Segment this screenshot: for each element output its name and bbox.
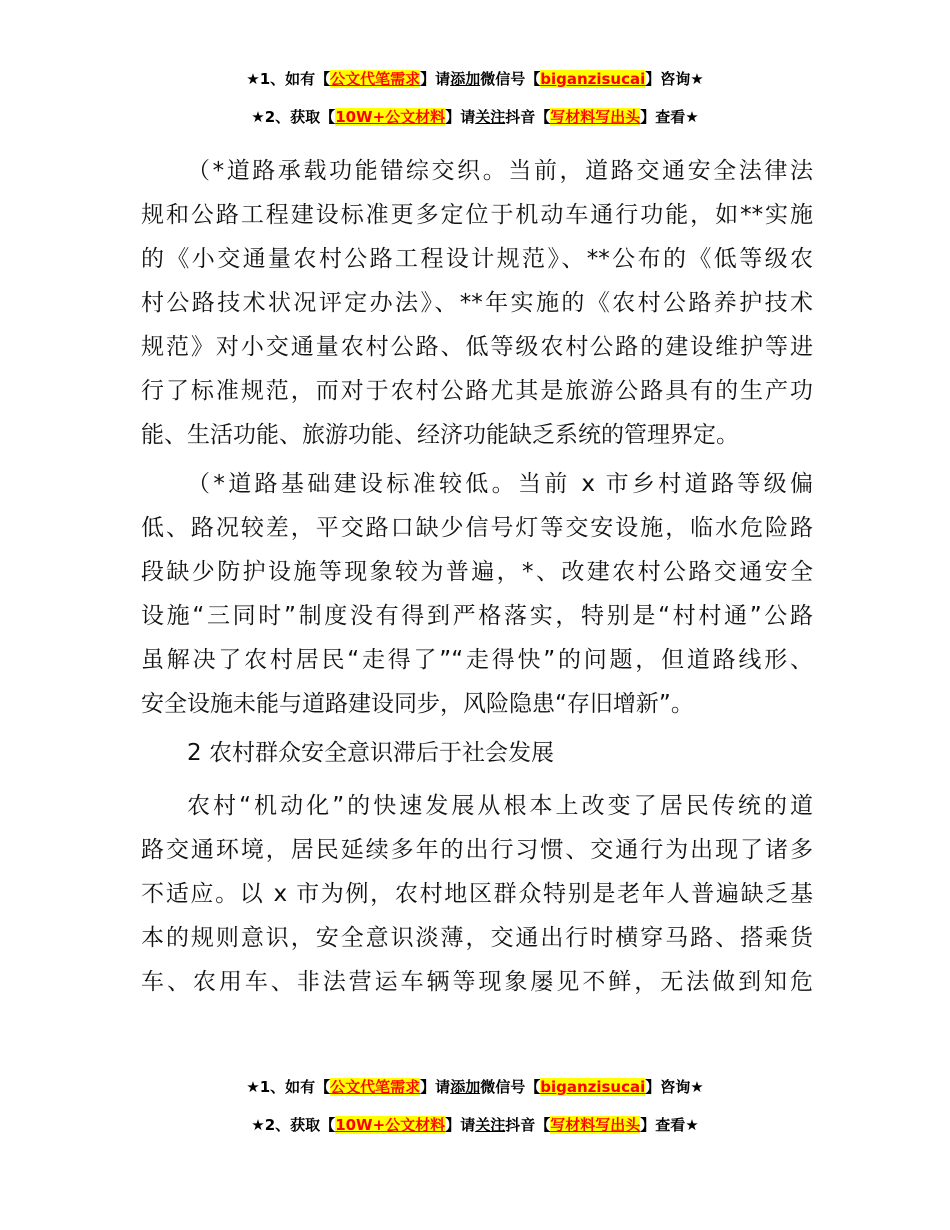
paragraph-safety-awareness [141, 784, 813, 1004]
banner-text: 】请 [420, 70, 451, 88]
section-heading-text: 2 农村群众安全意识滞后于社会发展 [187, 740, 554, 766]
paragraph-line: 车、农用车、非法营运车辆等现象屡见不鲜，无法做到知危 [141, 969, 813, 995]
section-heading [141, 731, 813, 775]
paragraph-line: （*道路承载功能错综交织。当前，道路交通安全法律法 [187, 158, 813, 184]
banner-emphasis: 关注 [475, 1116, 506, 1134]
paragraph-line: 村公路技术状况评定办法》、**年实施的《农村公路养护技术 [141, 290, 813, 316]
paragraph-line: 段缺少防护设施等现象较为普遍，*、改建农村公路交通安全 [141, 559, 813, 585]
footer-banner-line-2 [0, 1114, 950, 1136]
banner-highlight: biganzisucai [540, 1078, 646, 1096]
banner-text: 】查看★ [640, 108, 699, 126]
banner-text: 】咨询★ [645, 70, 704, 88]
banner-text: 】咨询★ [645, 1078, 704, 1096]
banner-emphasis: 关注 [475, 108, 506, 126]
paragraph-line: 虽解决了农村居民“走得了”“走得快”的问题，但道路线形、 [141, 647, 813, 673]
banner-text: 】请 [445, 1116, 476, 1134]
paragraph-line: 行了标准规范，而对于农村公路尤其是旅游公路具有的生产功 [141, 378, 813, 404]
paragraph-line: 安全设施未能与道路建设同步，风险隐患“存旧增新”。 [141, 691, 694, 717]
banner-emphasis: 添加 [450, 1078, 481, 1096]
banner-text: ★2、获取【 [251, 1116, 336, 1134]
header-banner-line-1 [0, 68, 950, 90]
paragraph-line: 规和公路工程建设标准更多定位于机动车通行功能，如**实施 [141, 202, 813, 228]
banner-text: 微信号【 [480, 1078, 541, 1096]
banner-highlight: 写材料写出头 [550, 108, 641, 126]
paragraph-line: 设施“三同时”制度没有得到严格落实，特别是“村村通”公路 [141, 603, 813, 629]
banner-highlight: 10W+公文材料 [335, 108, 446, 126]
banner-text: 】查看★ [640, 1116, 699, 1134]
banner-highlight: 公文代笔需求 [330, 70, 421, 88]
paragraph-line: 农村“机动化”的快速发展从根本上改变了居民传统的道 [187, 793, 813, 819]
paragraph-line: 的《小交通量农村公路工程设计规范》、**公布的《低等级农 [141, 246, 813, 272]
banner-highlight: biganzisucai [540, 70, 646, 88]
banner-text: ★1、如有【 [246, 1078, 331, 1096]
banner-text: 抖音【 [505, 108, 551, 126]
paragraph-road-standards [141, 462, 813, 726]
banner-text: ★2、获取【 [251, 108, 336, 126]
paragraph-line: 规范》对小交通量农村公路、低等级农村公路的建设维护等进 [141, 334, 813, 360]
banner-text: 微信号【 [480, 70, 541, 88]
banner-text: ★1、如有【 [246, 70, 331, 88]
paragraph-line: （*道路基础建设标准较低。当前 x 市乡村道路等级偏 [187, 471, 813, 497]
header-banner-line-2 [0, 106, 950, 128]
paragraph-line: 能、生活功能、旅游功能、经济功能缺乏系统的管理界定。 [141, 422, 739, 448]
banner-text: 抖音【 [505, 1116, 551, 1134]
paragraph-line: 本的规则意识，安全意识淡薄，交通出行时横穿马路、搭乘货 [141, 925, 813, 951]
banner-highlight: 写材料写出头 [550, 1116, 641, 1134]
paragraph-line: 低、路况较差，平交路口缺少信号灯等交安设施，临水危险路 [141, 515, 813, 541]
paragraph-line: 不适应。以 x 市为例，农村地区群众特别是老年人普遍缺乏基 [141, 881, 813, 907]
banner-text: 】请 [445, 108, 476, 126]
footer-banner-line-1 [0, 1076, 950, 1098]
banner-highlight: 公文代笔需求 [330, 1078, 421, 1096]
paragraph-line: 路交通环境，居民延续多年的出行习惯、交通行为出现了诸多 [141, 837, 813, 863]
banner-emphasis: 添加 [450, 70, 481, 88]
banner-highlight: 10W+公文材料 [335, 1116, 446, 1134]
paragraph-road-functions [141, 149, 813, 457]
banner-text: 】请 [420, 1078, 451, 1096]
